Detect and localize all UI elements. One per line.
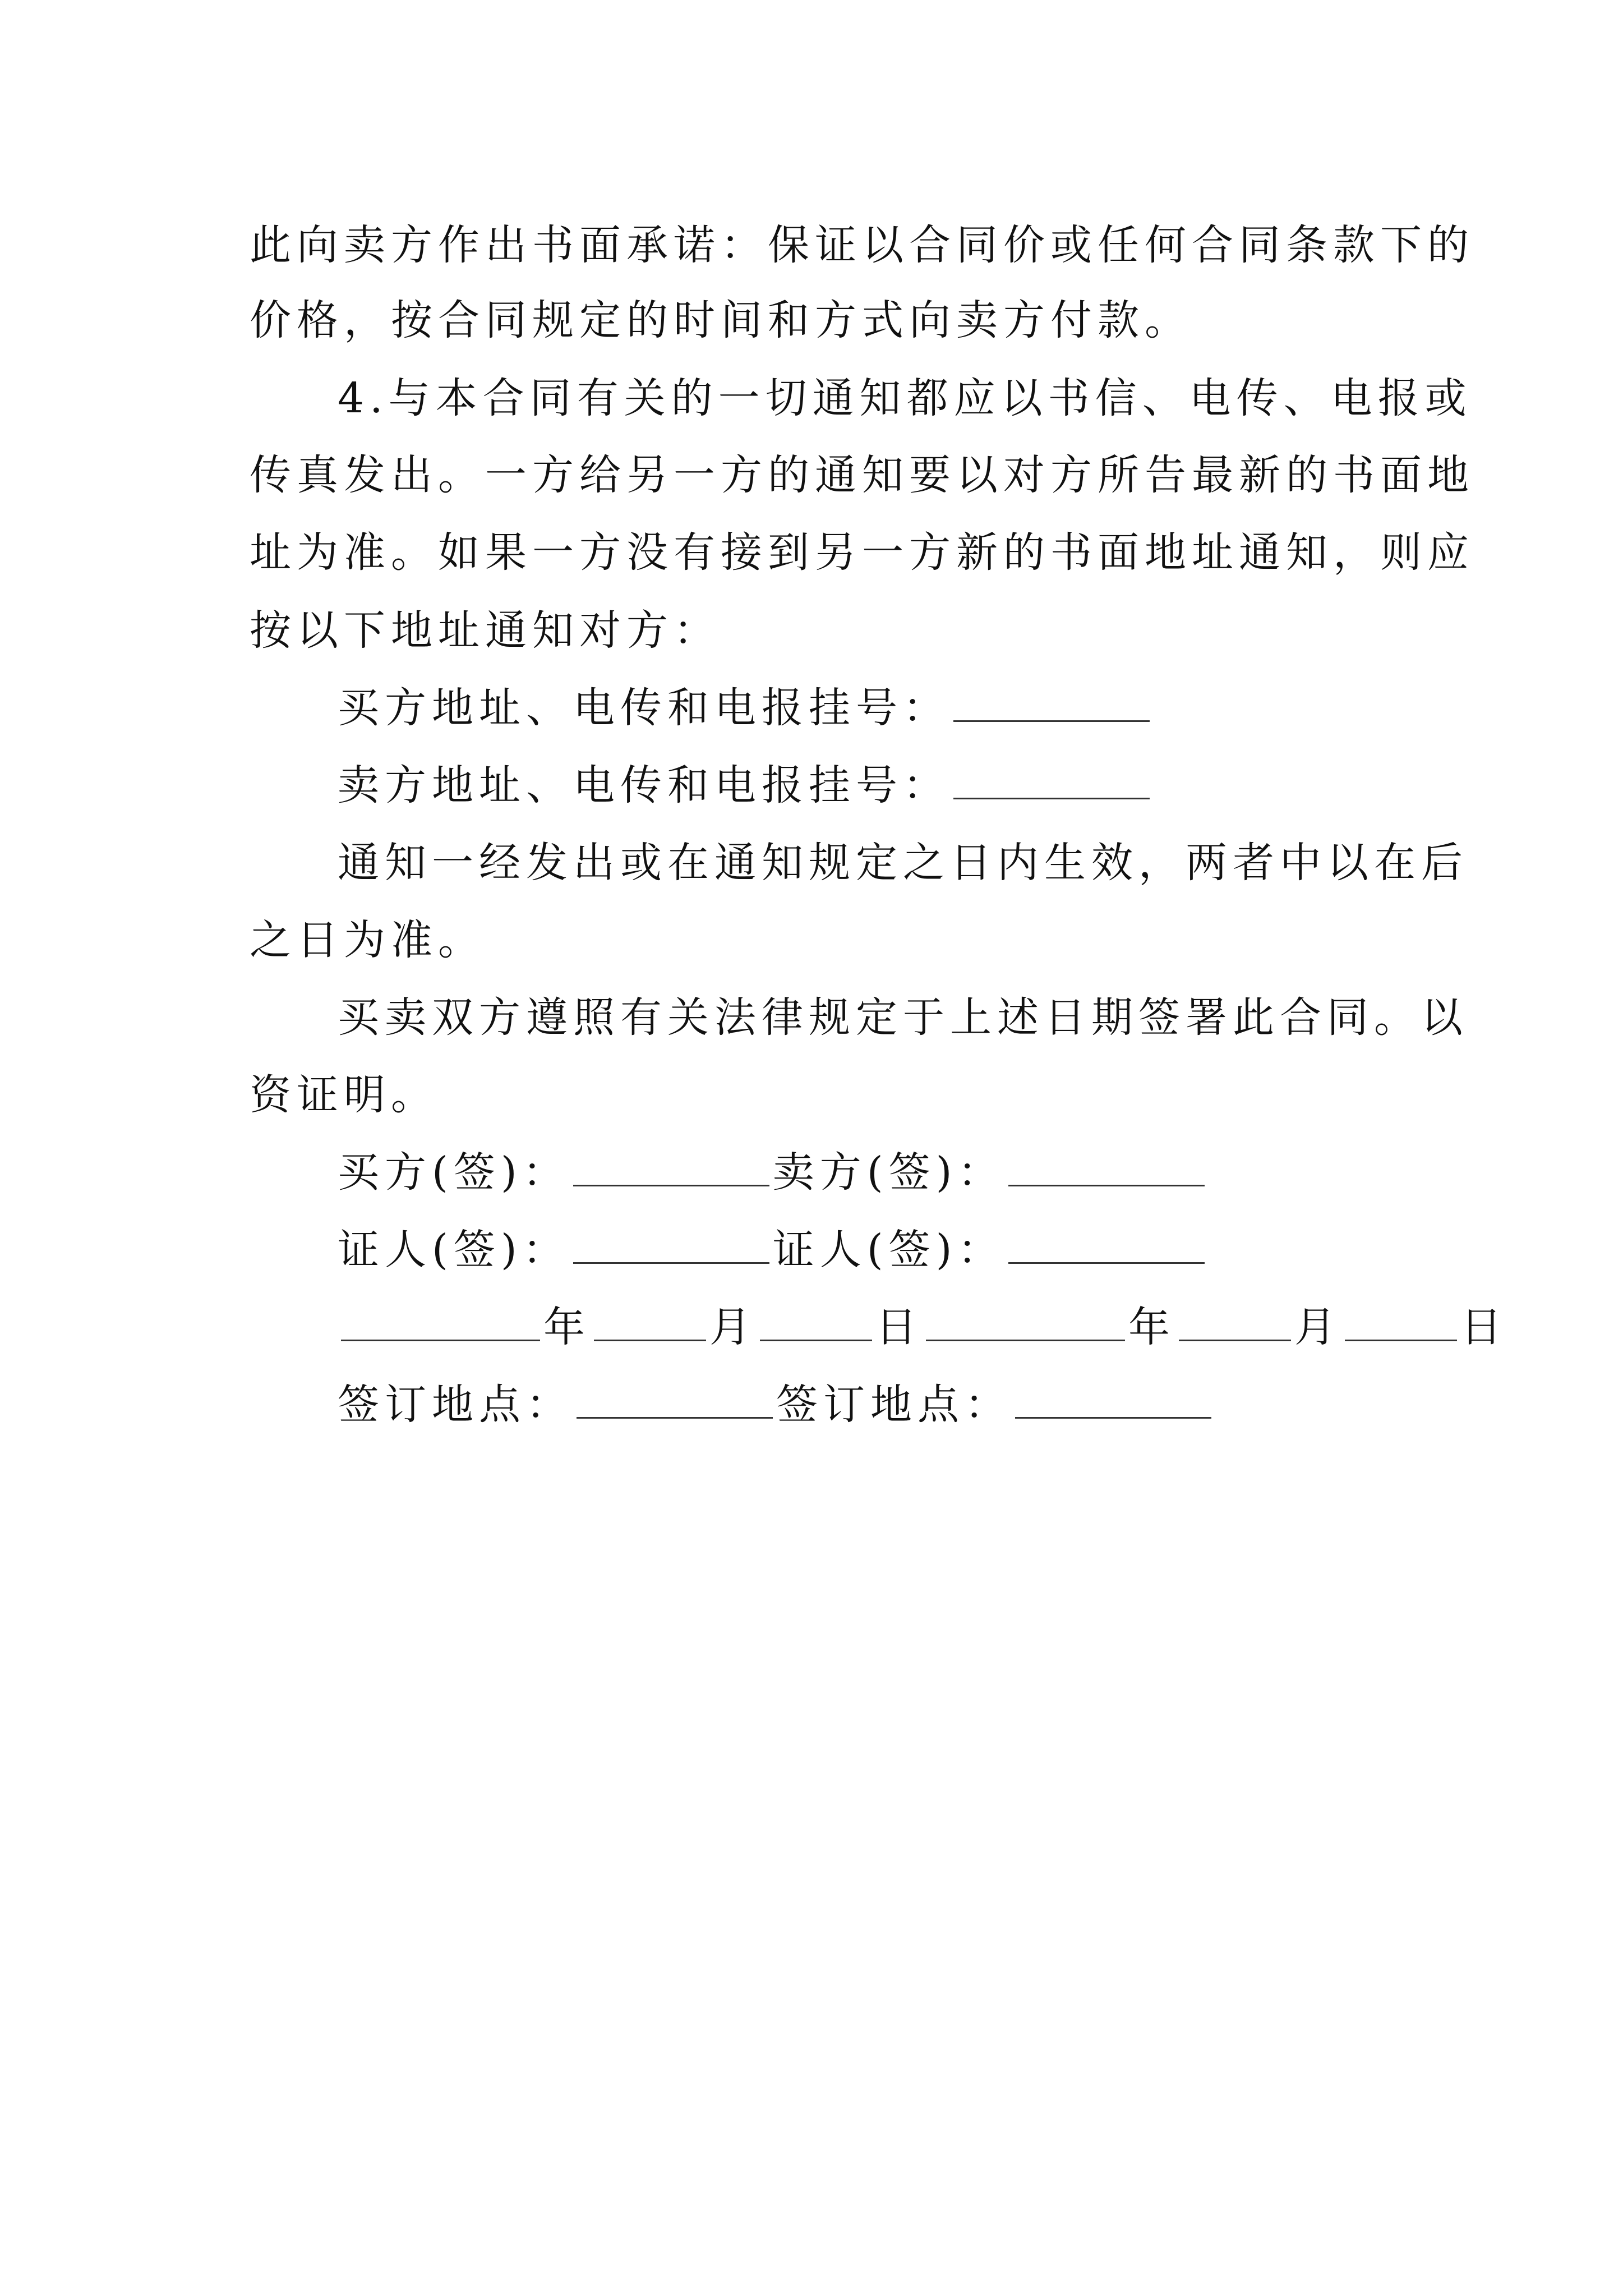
place-1-label: 签订地点： bbox=[338, 1381, 573, 1429]
witness-1-label: 证人(签)： bbox=[338, 1226, 570, 1274]
year-label: 年 bbox=[1128, 1303, 1175, 1351]
place-1-blank bbox=[577, 1382, 773, 1419]
paragraph-line: 址为准。如果一方没有接到另一方新的书面地址通知，则应 bbox=[250, 528, 1474, 577]
witness-row bbox=[338, 1222, 1208, 1278]
paragraph-line: 之日为准。 bbox=[250, 916, 485, 964]
paragraph-line: 此向卖方作出书面承诺：保证以合同价或任何合同条款下的 bbox=[250, 221, 1474, 269]
day-label: 日 bbox=[875, 1303, 923, 1351]
buyer-sign-blank bbox=[573, 1150, 769, 1186]
month-blank-1 bbox=[594, 1305, 706, 1341]
seller-address-blank bbox=[953, 763, 1150, 799]
paragraph-line: 传真发出。一方给另一方的通知要以对方所告最新的书面地 bbox=[250, 451, 1474, 499]
buyer-address-blank bbox=[953, 685, 1150, 722]
day-blank-2 bbox=[1345, 1305, 1457, 1341]
place-row bbox=[338, 1377, 1215, 1433]
day-label: 日 bbox=[1460, 1303, 1507, 1351]
year-blank-2 bbox=[926, 1305, 1125, 1341]
paragraph-line: 4.与本合同有关的一切通知都应以书信、电传、电报或 bbox=[338, 374, 1472, 422]
paragraph-line: 价格，按合同规定的时间和方式向卖方付款。 bbox=[250, 296, 1192, 344]
year-blank-1 bbox=[341, 1305, 540, 1341]
buyer-sign-label: 买方(签)： bbox=[338, 1148, 570, 1197]
signature-row bbox=[338, 1144, 1208, 1200]
place-2-label: 签订地点： bbox=[776, 1381, 1012, 1429]
witness-2-blank bbox=[1008, 1227, 1205, 1264]
month-label: 月 bbox=[1294, 1303, 1341, 1351]
month-label: 月 bbox=[709, 1303, 757, 1351]
buyer-address-field bbox=[338, 680, 1153, 736]
paragraph-line: 资证明。 bbox=[250, 1071, 438, 1119]
paragraph-line: 买卖双方遵照有关法律规定于上述日期签署此合同。以 bbox=[338, 993, 1468, 1042]
seller-address-label: 卖方地址、电传和电报挂号： bbox=[338, 761, 950, 809]
place-2-blank bbox=[1015, 1382, 1211, 1419]
day-blank-1 bbox=[760, 1305, 872, 1341]
seller-sign-blank bbox=[1008, 1150, 1205, 1186]
seller-address-field bbox=[338, 757, 1153, 813]
seller-sign-label: 卖方(签)： bbox=[772, 1148, 1005, 1197]
month-blank-2 bbox=[1179, 1305, 1291, 1341]
witness-2-label: 证人(签)： bbox=[772, 1226, 1005, 1274]
year-label: 年 bbox=[543, 1303, 591, 1351]
date-row bbox=[338, 1299, 1507, 1355]
paragraph-line: 通知一经发出或在通知规定之日内生效，两者中以在后 bbox=[338, 839, 1468, 887]
buyer-address-label: 买方地址、电传和电报挂号： bbox=[338, 684, 950, 732]
witness-1-blank bbox=[573, 1227, 769, 1264]
paragraph-line: 按以下地址通知对方： bbox=[250, 606, 721, 655]
